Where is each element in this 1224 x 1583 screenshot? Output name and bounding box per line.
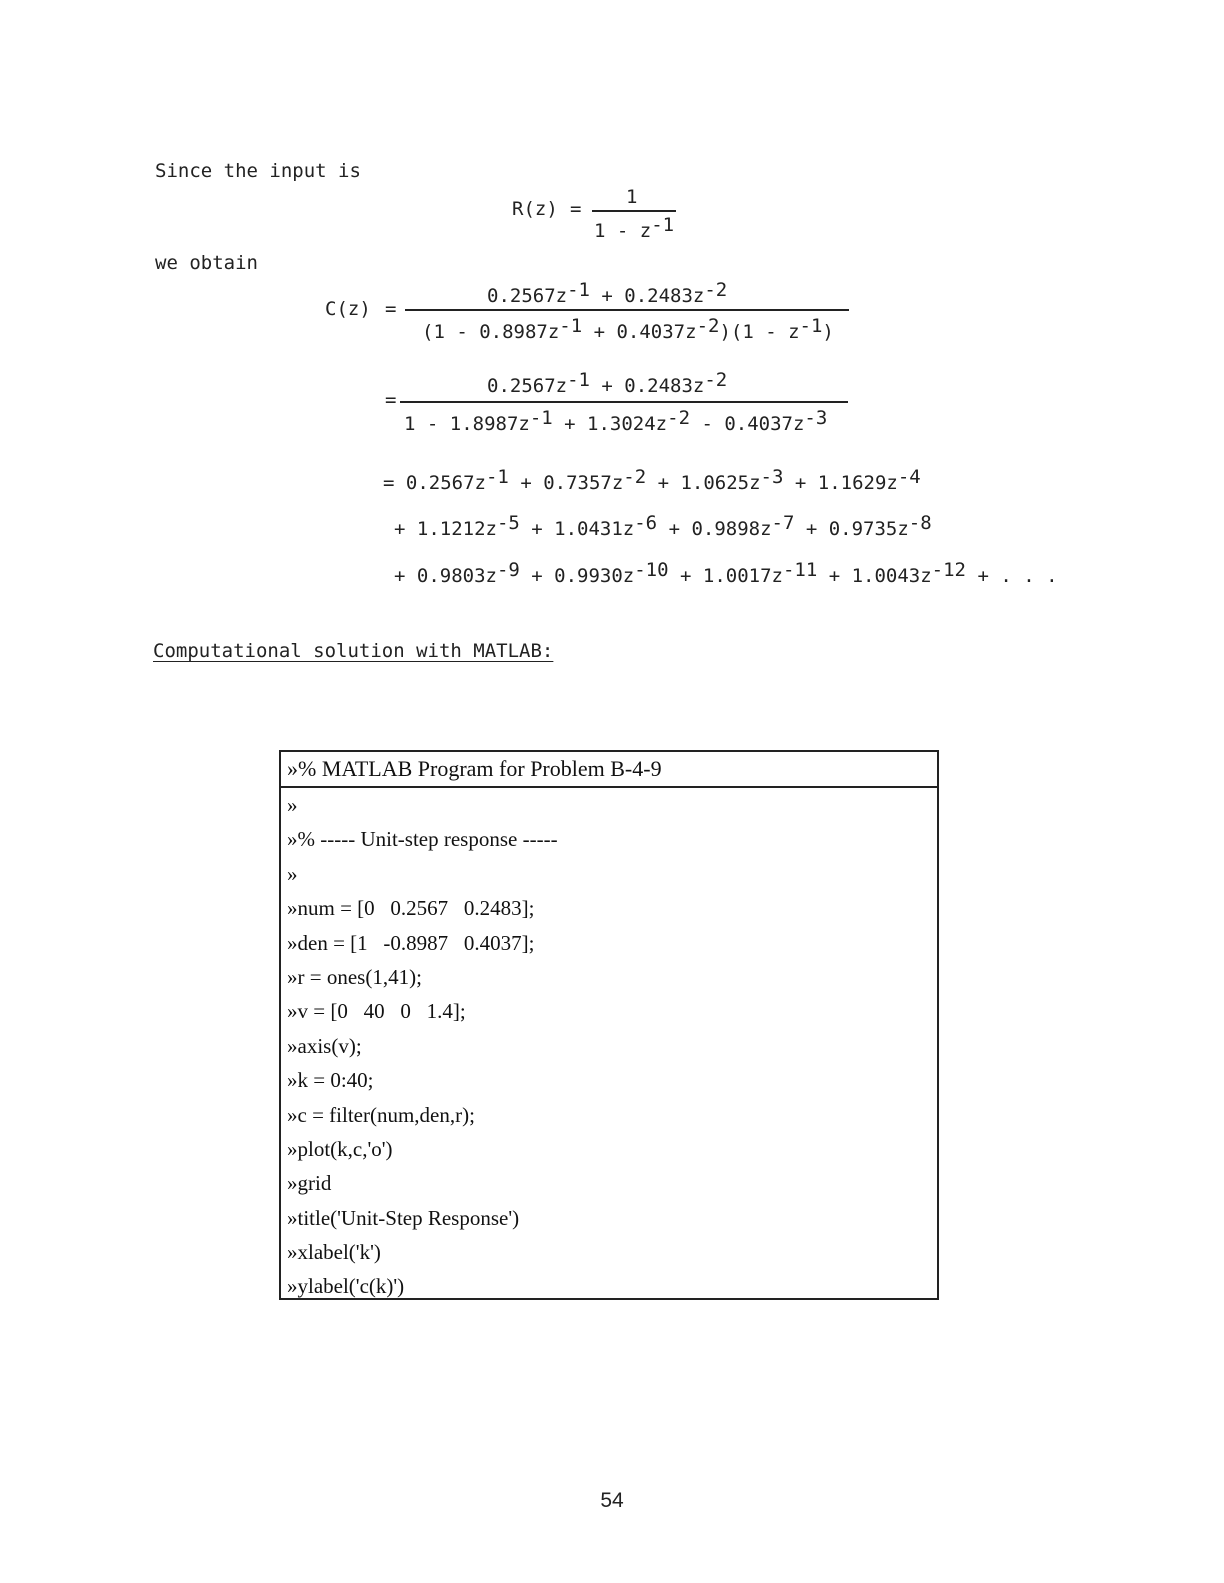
term: ) [822, 321, 834, 343]
equation-c-numerator [487, 279, 728, 307]
exponent: -3 [760, 466, 784, 488]
code-line: »plot(k,c,'o') [287, 1136, 393, 1161]
code-line: »% ----- Unit-step response ----- [287, 827, 558, 852]
exponent: -1 [567, 369, 590, 391]
code-line: »grid [287, 1171, 332, 1196]
exponent: -1 [485, 466, 509, 488]
matlab-code-box [279, 750, 939, 1300]
exponent: -8 [908, 512, 932, 534]
exponent: -1 [559, 315, 583, 337]
series-equals: = [383, 472, 395, 494]
term: + 1.0043z [817, 565, 932, 587]
term: 0.2567z [405, 472, 486, 494]
term: )(1 - z [719, 321, 800, 343]
term: 0.2567z [487, 285, 568, 307]
term: - 0.4037z [690, 413, 805, 435]
exponent: -9 [496, 559, 520, 581]
fraction-bar [405, 309, 849, 311]
exponent: -2 [704, 279, 728, 301]
code-title: »% MATLAB Program for Problem B-4-9 [281, 752, 937, 788]
term: + 1.1212z [394, 518, 497, 540]
term: (1 - 0.8987z [422, 321, 560, 343]
term: + 0.7357z [508, 472, 624, 494]
series-tail: + . . . [966, 565, 1058, 587]
exponent: -11 [782, 559, 818, 581]
section-heading: Computational solution with MATLAB: [153, 640, 554, 662]
code-line: »axis(v); [287, 1033, 362, 1058]
term: 1 - 1.8987z [404, 413, 530, 435]
code-line: »ylabel('c(k)') [287, 1274, 405, 1299]
intro-text-since: Since the input is [155, 160, 361, 182]
exponent: -2 [704, 369, 728, 391]
code-line: »title('Unit-Step Response') [287, 1205, 520, 1230]
term: + 0.9803z [394, 565, 497, 587]
exponent: -1 [567, 279, 590, 301]
code-line: » [287, 793, 298, 817]
term: + 0.9898z [657, 518, 772, 540]
exponent: -10 [634, 559, 669, 581]
equation-r-numerator: 1 [626, 186, 638, 208]
term: + 1.0431z [519, 518, 635, 540]
exponent: -3 [804, 407, 828, 429]
series-line-1 [383, 466, 921, 494]
exponent: -12 [931, 559, 966, 581]
code-line: »den = [1 -0.8987 0.4037]; [287, 930, 535, 955]
exponent: -1 [799, 315, 823, 337]
code-lines [281, 788, 937, 1304]
term: + 1.0625z [646, 472, 761, 494]
exponent: -2 [696, 315, 720, 337]
exponent: -1 [529, 407, 553, 429]
term: + 0.9735z [794, 518, 909, 540]
equation-c-lhs: C(z) [325, 298, 371, 320]
code-line: »r = ones(1,41); [287, 964, 422, 989]
fraction-bar [592, 210, 676, 212]
equation-c-equals: = [385, 298, 397, 320]
exponent: -4 [897, 466, 921, 488]
term: + 1.3024z [552, 413, 668, 435]
equation-r-lhs: R(z) [512, 198, 558, 220]
series-line-2 [394, 512, 932, 540]
exponent: -2 [667, 407, 691, 429]
equation-r-denominator [594, 214, 675, 242]
equation-c-denominator-2 [404, 407, 828, 435]
term: + 0.9930z [519, 565, 635, 587]
equation-c-denominator [422, 315, 834, 343]
code-line: »v = [0 40 0 1.4]; [287, 999, 466, 1024]
exponent: -5 [496, 512, 520, 534]
code-line: »k = 0:40; [287, 1068, 374, 1093]
series-line-3 [394, 559, 1058, 587]
term: + 0.2483z [589, 285, 705, 307]
equation-r-equals: = [570, 198, 582, 220]
exponent: -2 [623, 466, 647, 488]
den-exponent: -1 [651, 214, 675, 236]
term: + 0.2483z [589, 375, 705, 397]
page-number: 54 [600, 1489, 624, 1512]
equation-c-numerator-2 [487, 369, 728, 397]
exponent: -7 [771, 512, 795, 534]
term: + 1.0017z [668, 565, 783, 587]
code-line: »xlabel('k') [287, 1240, 381, 1265]
fraction-bar [400, 401, 848, 403]
code-line: » [287, 861, 298, 886]
code-line: »c = filter(num,den,r); [287, 1102, 475, 1127]
intro-text-we-obtain: we obtain [155, 252, 258, 274]
term: + 0.4037z [582, 321, 697, 343]
exponent: -6 [634, 512, 658, 534]
equation-c-equals-2: = [385, 389, 397, 411]
code-line: »num = [0 0.2567 0.2483]; [287, 896, 535, 921]
den-base: 1 - z [594, 220, 652, 242]
term: + 1.1629z [783, 472, 898, 494]
term: 0.2567z [487, 375, 568, 397]
